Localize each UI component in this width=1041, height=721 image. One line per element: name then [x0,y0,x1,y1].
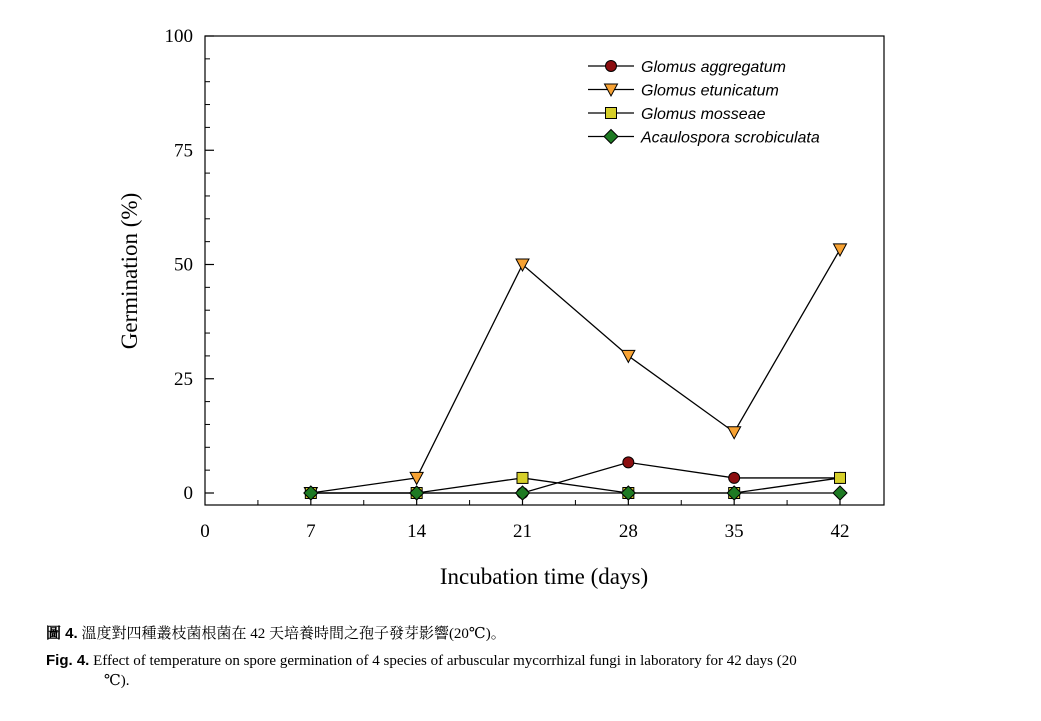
data-point-glomus-mosseae [835,472,846,483]
y-tick-label: 25 [174,368,193,390]
series-glomus-aggregatum [305,457,845,499]
caption-en-label: Fig. 4. [46,652,90,669]
y-tick-label: 100 [164,26,193,47]
legend [588,59,820,147]
x-tick-label: 7 [306,521,316,542]
series-line-glomus-aggregatum [311,462,840,493]
x-tick-label: 28 [618,521,638,542]
legend-marker [606,108,617,119]
series-glomus-mosseae [305,472,845,498]
caption-chinese [46,624,506,644]
legend-marker [606,61,617,72]
caption-en-text-continued: ℃). [104,673,130,689]
series-glomus-etunicatum [304,244,846,500]
data-point-glomus-etunicatum [728,427,741,439]
data-point-glomus-etunicatum [834,244,847,256]
legend-label: Glomus mosseae [641,106,766,123]
y-tick-label: 75 [174,140,193,162]
caption-en-text: Effect of temperature on spore germination of 4 species of arbuscular mycorrhizal fungi in laboratory for 42 days (20 [93,653,797,669]
legend-label: Glomus aggregatum [641,59,786,76]
y-axis-ticks [165,26,215,504]
x-tick-label: 14 [407,521,427,542]
series-line-glomus-mosseae [311,478,840,493]
y-tick-label: 0 [183,483,193,504]
caption-english [46,651,996,691]
x-tick-label: 21 [513,521,532,542]
data-point-glomus-aggregatum [729,472,740,483]
x-axis-label: Incubation time (days) [439,564,649,589]
data-point-glomus-etunicatum [622,350,635,362]
x-tick-label: 42 [830,521,850,542]
data-point-glomus-aggregatum [623,457,634,468]
series-layer [304,244,847,500]
data-point-acaulospora-scrobiculata [516,486,530,500]
legend-label: Glomus etunicatum [641,82,779,100]
y-tick-label: 50 [174,254,193,276]
y-axis-label: Germination (%) [117,192,142,350]
x-axis-ticks [200,496,849,542]
data-point-glomus-mosseae [517,472,528,483]
plot-frame [205,36,884,505]
data-point-acaulospora-scrobiculata [833,486,847,500]
caption-zh-text: 溫度對四種叢枝菌根菌在 42 天培養時間之孢子發芽影響(20℃)。 [81,626,506,642]
caption-zh-label: 圖 4. [46,625,78,642]
legend-marker [604,130,618,144]
x-tick-label: 35 [724,521,744,542]
x-tick-label: 0 [200,521,210,542]
legend-label: Acaulospora scrobiculata [641,129,820,147]
series-line-glomus-etunicatum [311,249,840,493]
